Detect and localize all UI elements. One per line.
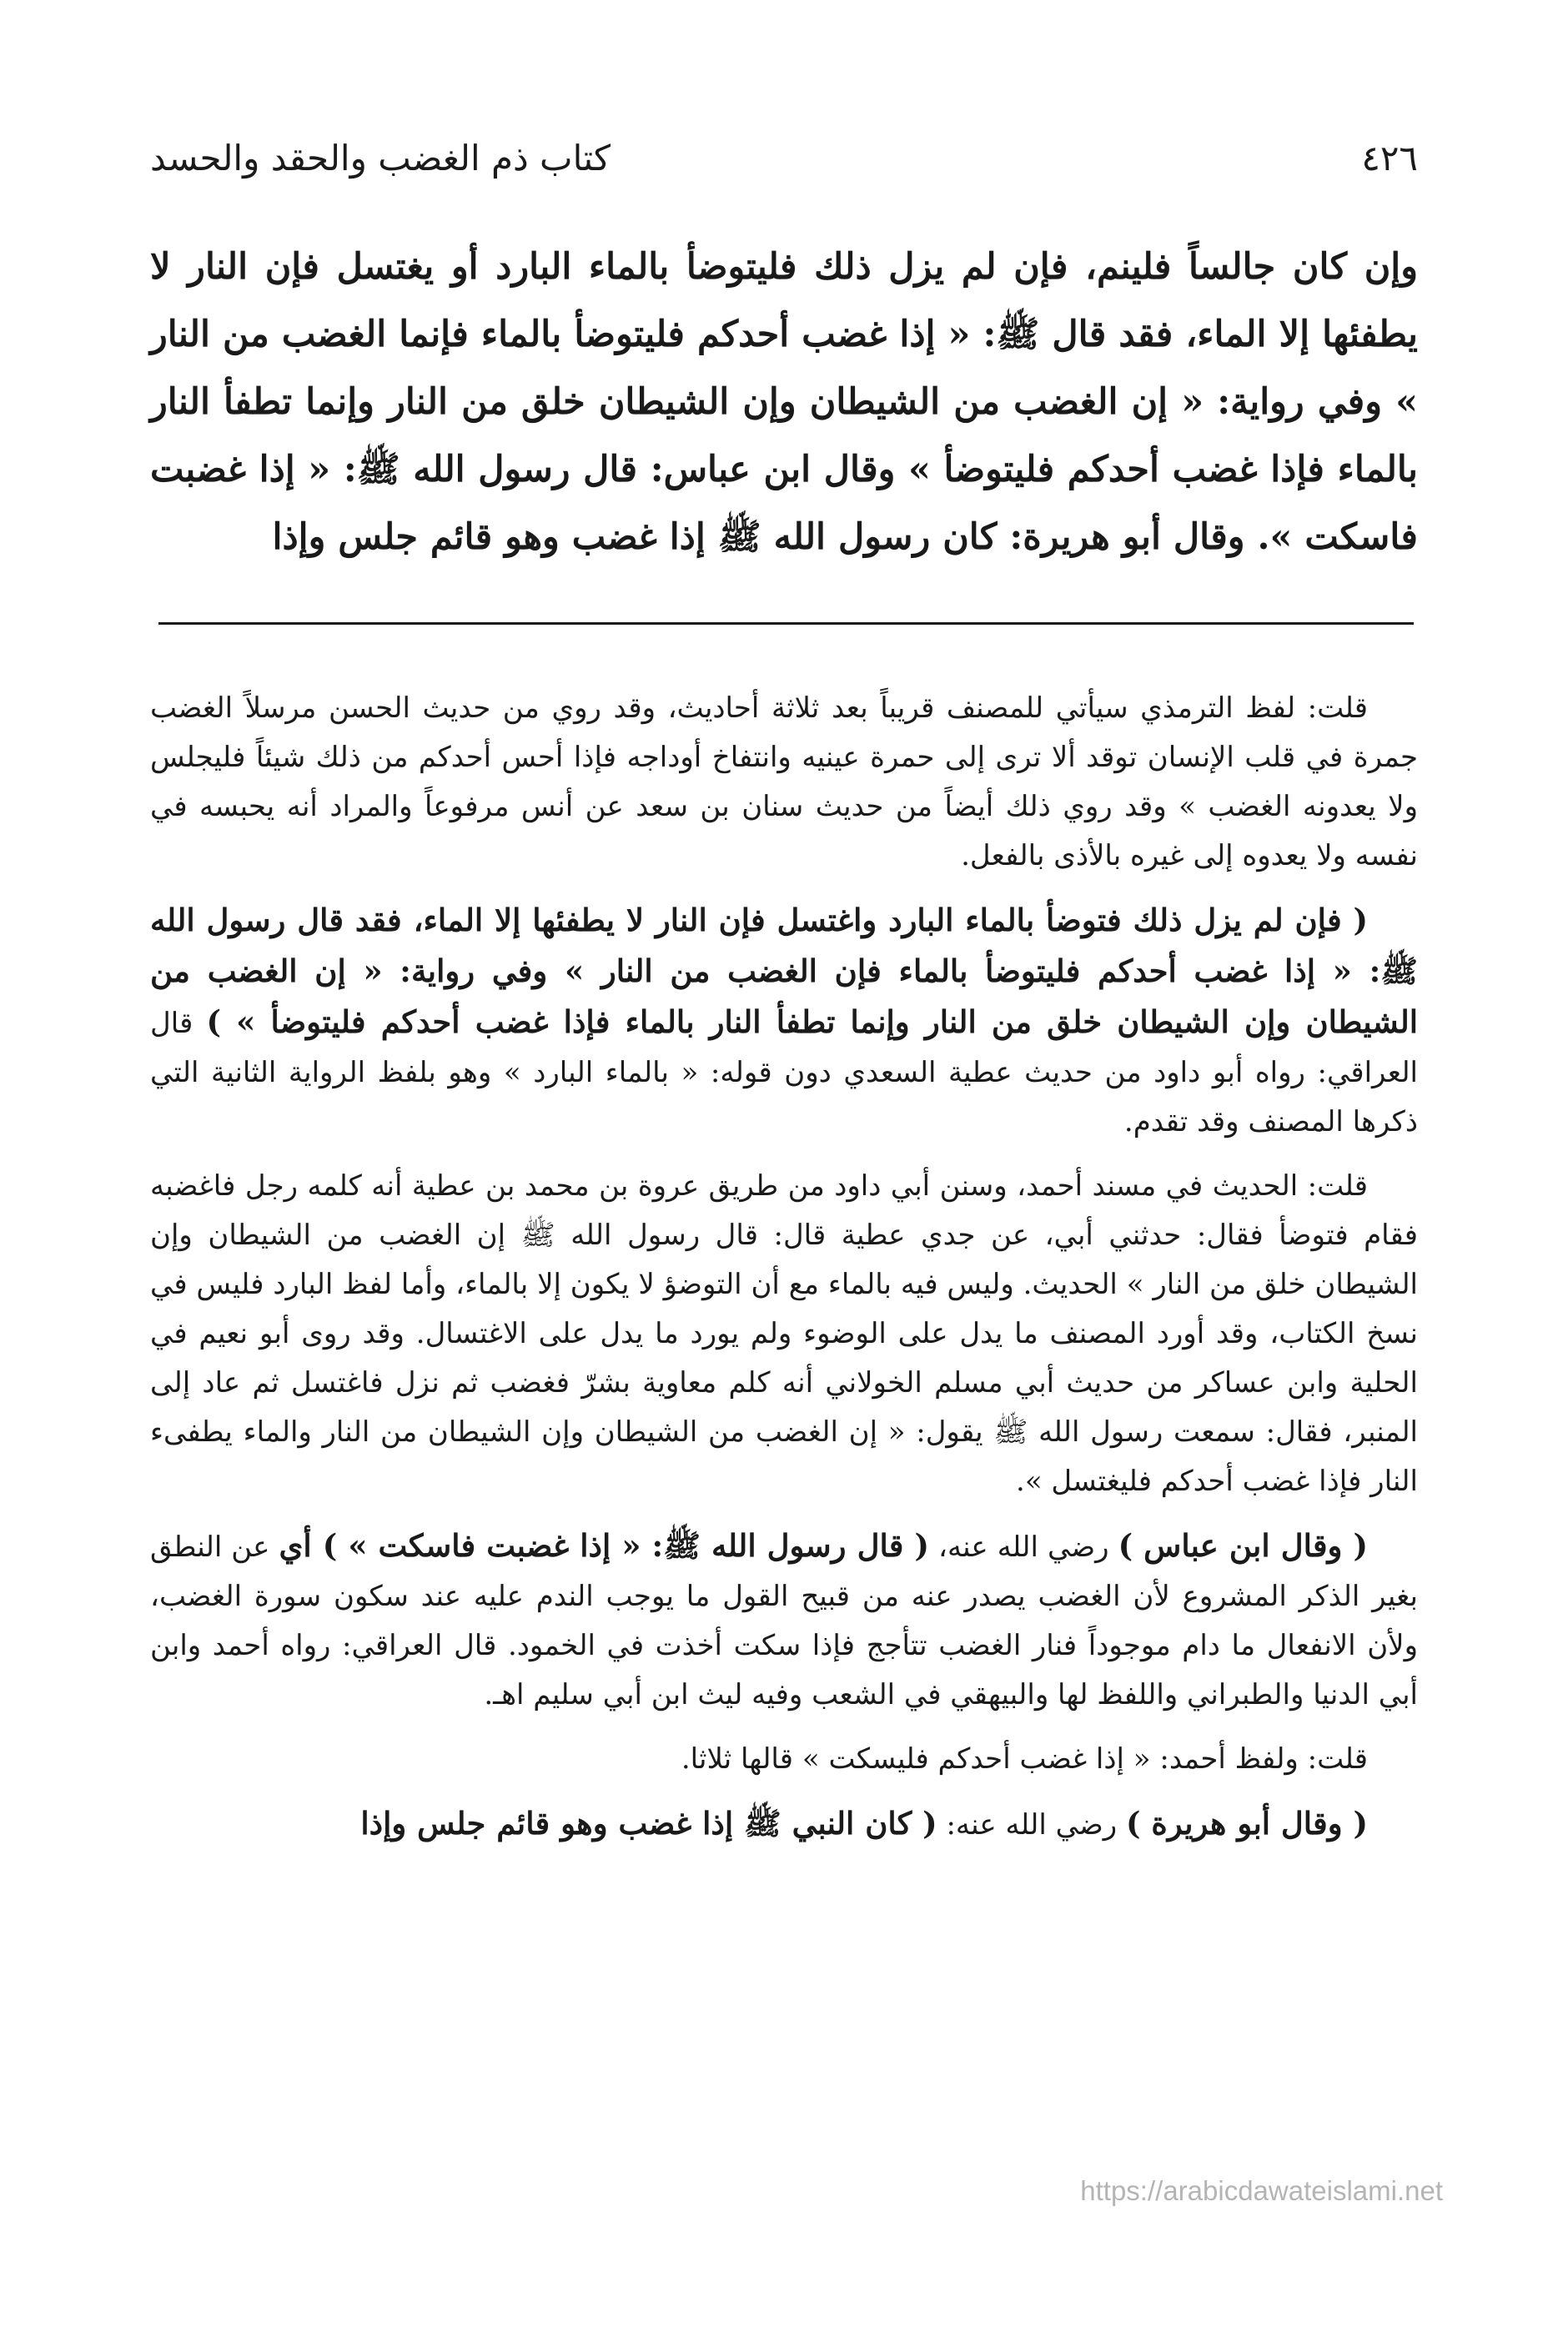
watermark: https://arabicdawateislami.net — [1080, 2175, 1443, 2206]
page-number: ٤٢٦ — [1361, 138, 1418, 178]
quoted-text: ( قال رسول الله ﷺ: « إذا غضبت فاسكت » ) أي — [279, 1527, 929, 1564]
commentary-paragraph — [150, 896, 1418, 1147]
commentary-paragraph — [150, 1521, 1418, 1720]
note-paragraph: قلت: لفظ الترمذي سيأتي للمصنف قريباً بعد ثلاثة أحاديث، وقد روي من حديث الحسن مرسلاً الغضب جمرة في قلب الإنسان توقد ألا ترى إلى حمرة عينيه وانتفاخ أوداجه فإذا أحس أحدكم من ذلك شيئاً فليجلس ولا يعدونه الغضب » وقد روي ذلك أيضاً من حديث سنان بن سعد عن أنس مرفوعاً والمراد أنه يحبسه في نفسه ولا يعدوه إلى غيره بالأذى بالفعل. — [150, 691, 1418, 872]
quoted-text: ( كان النبي ﷺ إذا غضب وهو قائم جلس وإذا — [360, 1805, 937, 1842]
commentary-text: رضي الله عنه، — [928, 1530, 1118, 1564]
separator-rule — [158, 622, 1414, 625]
note-paragraph: قلت: الحديث في مسند أحمد، وسنن أبي داود من طريق عروة بن محمد بن عطية أنه كلمه رجل فاغضبه فقام فتوضأ فقال: حدثني أبي، عن جدي عطية قال: قال رسول الله ﷺ إن الغضب من الشيطان وإن الشيطان خلق من النار » الحديث. وليس فيه بالماء مع أن التوضؤ لا يكون إلا بالماء، وأما لفظ البارد فليس في نسخ الكتاب، وقد أورد المصنف ما يدل على الوضوء ولم يورد ما يدل على الاغتسال. وقد روى أبو نعيم في الحلية وابن عساكر من حديث أبي مسلم الخولاني أنه كلم معاوية بشرّ فغضب ثم نزل فاغتسل ثم عاد إلى المنبر، فقال: سمعت رسول الله ﷺ يقول: « إن الغضب من الشيطان وإن الشيطان من النار والماء يطفىء النار فإذا غضب أحدكم فليغتسل ». — [150, 1169, 1418, 1498]
quoted-text: ( وقال ابن عباس ) — [1118, 1527, 1368, 1564]
quoted-text: ( فإن لم يزل ذلك فتوضأ بالماء البارد واغتسل فإن النار لا يطفئها إلا الماء، فقد قال رسول الله ﷺ: « إذا غضب أحدكم فليتوضأ بالماء فإن الغضب من النار » وفي رواية: « إن الغضب من الشيطان وإن الشيطان خلق من النار وإنما تطفأ النار بالماء فإذا غضب أحدكم فليتوضأ » ) — [150, 902, 1419, 1040]
commentary-text: قال العراقي: رواه أبو داود من حديث عطية السعدي دون قوله: « بالماء البارد » وهو بلفظ الرواية الثانية التي ذكرها المصنف وقد تقدم. — [150, 1007, 1418, 1138]
main-text: وإن كان جالساً فلينم، فإن لم يزل ذلك فليتوضأ بالماء البارد أو يغتسل فإن النار لا يطفئها إلا الماء، فقد قال ﷺ: « إذا غضب أحدكم فليتوضأ بالماء فإنما الغضب من النار » وفي رواية: « إن الغضب من الشيطان وإن الشيطان خلق من النار وإنما تطفأ النار بالماء فإذا غضب أحدكم فليتوضأ » وقال ابن عباس: قال رسول الله ﷺ: « إذا غضبت فاسكت ». وقال أبو هريرة: كان رسول الله ﷺ إذا غضب وهو قائم جلس وإذا — [150, 246, 1418, 558]
running-title: كتاب ذم الغضب والحقد والحسد — [150, 138, 611, 178]
commentary-paragraph — [150, 1799, 1418, 1850]
commentary — [150, 677, 1418, 1865]
quoted-text: ( وقال أبو هريرة ) — [1126, 1805, 1368, 1842]
commentary-text: رضي الله عنه: — [937, 1808, 1127, 1842]
commentary-text: عن النطق بغير الذكر المشروع لأن الغضب يصدر عنه من قبيح القول ما يوجب الندم عليه عند سكون سورة الغضب، ولأن الانفعال ما دام موجوداً فنار الغضب تتأجج فإذا سكت أخذت في الخمود. قال العراقي: رواه أحمد وابن أبي الدنيا والطبراني واللفظ لها والبيهقي في الشعب وفيه ليث ابن أبي سليم اهـ. — [150, 1530, 1418, 1711]
page-header — [150, 125, 1418, 192]
note-paragraph: قلت: ولفظ أحمد: « إذا غضب أحدكم فليسكت » قالها ثلاثا. — [681, 1742, 1368, 1776]
